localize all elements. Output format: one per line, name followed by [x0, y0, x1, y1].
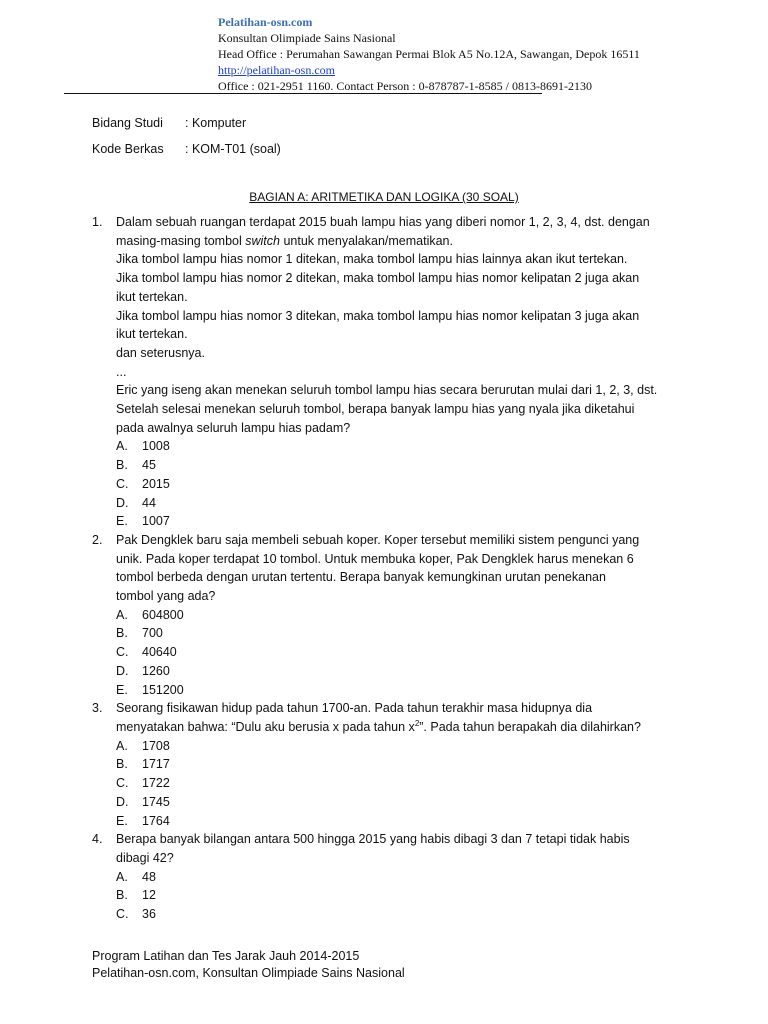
field-label: Bidang Studi [92, 116, 163, 130]
answer-options [116, 737, 692, 831]
question-text-line: Setelah selesai menekan seluruh tombol, berapa banyak lampu hias yang nyala jika diketahui [116, 402, 635, 417]
question-text-line: Berapa banyak bilangan antara 500 hingga 2015 yang habis dibagi 3 dan 7 tetapi tidak habis [116, 832, 630, 847]
question-text-line: Jika tombol lampu hias nomor 3 ditekan, maka tombol lampu hias nomor kelipatan 3 juga akan [116, 308, 640, 323]
question-2 [92, 531, 692, 699]
question-number: 2. [92, 532, 103, 547]
field-value: : Komputer [185, 116, 247, 130]
website-link[interactable]: http://pelatihan-osn.com [218, 63, 335, 77]
answer-option[interactable]: B. 12 [116, 888, 156, 903]
answer-option[interactable]: E. 1007 [116, 514, 170, 529]
answer-option[interactable]: A. 1708 [116, 738, 170, 753]
code-label: Kode Berkas [92, 142, 164, 156]
answer-option[interactable]: C. 2015 [116, 476, 170, 491]
emphasis-text: switch [245, 233, 280, 248]
question-text-line: Eric yang iseng akan menekan seluruh tombol lampu hias secara berurutan mulai dari 1, 2, 3, dst. [116, 383, 658, 398]
question-text-line: masing-masing tombol switch untuk menyalakan/mematikan. [116, 233, 453, 248]
answer-option[interactable]: E. 151200 [116, 682, 184, 697]
answer-options [116, 868, 692, 924]
answer-option[interactable]: A. 48 [116, 869, 156, 884]
question-number: 4. [92, 832, 103, 847]
answer-option[interactable]: D. 44 [116, 495, 156, 510]
question-3 [92, 699, 692, 830]
letterhead [218, 14, 738, 94]
question-text-line: Dalam sebuah ruangan terdapat 2015 buah lampu hias yang diberi nomor 1, 2, 3, 4, dst. dengan [116, 215, 650, 229]
question-text-line: Pak Dengklek baru saja membeli sebuah koper. Koper tersebut memiliki sistem pengunci yang [116, 532, 640, 547]
question-text-line: tombol berbeda dengan urutan tertentu. Berapa banyak kemungkinan urutan penekanan [116, 570, 606, 585]
answer-option[interactable]: B. 700 [116, 626, 163, 641]
question-text-line: ikut tertekan. [116, 327, 188, 342]
question-text-line: ... [116, 364, 127, 379]
answer-options [116, 437, 692, 531]
answer-options [116, 606, 692, 700]
question-text-line: Seorang fisikawan hidup pada tahun 1700-an. Pada tahun terakhir masa hidupnya dia [116, 701, 593, 716]
organization-name: Konsultan Olimpiade Sains Nasional [218, 31, 396, 45]
answer-option[interactable]: A. 1008 [116, 439, 170, 454]
contact-info: Office : 021-2951 1160. Contact Person : 0-878787-1-8585 / 0813-8691-2130 [218, 79, 592, 93]
question-text-line: pada awalnya seluruh lampu hias padam? [116, 420, 351, 435]
question-number: 3. [92, 701, 103, 716]
office-address: Head Office : Perumahan Sawangan Permai Blok A5 No.12A, Sawangan, Depok 16511 [218, 47, 640, 61]
answer-option[interactable]: B. 45 [116, 458, 156, 473]
question-number: 1. [92, 215, 103, 229]
answer-option[interactable]: E. 1764 [116, 813, 170, 828]
site-name: Pelatihan-osn.com [218, 15, 313, 29]
footer-line: Pelatihan-osn.com, Konsultan Olimpiade Sains Nasional [92, 966, 405, 980]
answer-option[interactable]: B. 1717 [116, 757, 170, 772]
code-value: : KOM-T01 (soal) [185, 142, 281, 156]
question-text-line: dibagi 42? [116, 850, 174, 865]
question-text-line: ikut tertekan. [116, 289, 188, 304]
answer-option[interactable]: D. 1260 [116, 663, 170, 678]
question-1 [92, 213, 692, 531]
exponent: 2 [414, 718, 420, 728]
question-list [92, 213, 692, 924]
answer-option[interactable]: D. 1745 [116, 794, 170, 809]
question-text-line: Jika tombol lampu hias nomor 1 ditekan, maka tombol lampu hias lainnya akan ikut tertekan. [116, 252, 628, 267]
document-meta [92, 110, 281, 162]
page-footer [92, 948, 405, 982]
question-text-line: unik. Pada koper terdapat 10 tombol. Untuk membuka koper, Pak Dengklek harus menekan 6 [116, 551, 634, 566]
answer-option[interactable]: C. 40640 [116, 645, 177, 660]
question-text-line: Jika tombol lampu hias nomor 2 ditekan, maka tombol lampu hias nomor kelipatan 2 juga akan [116, 271, 640, 286]
header-divider [64, 93, 542, 94]
question-text-line: tombol yang ada? [116, 589, 216, 604]
footer-line: Program Latihan dan Tes Jarak Jauh 2014-2015 [92, 949, 360, 963]
answer-option[interactable]: C. 1722 [116, 776, 170, 791]
answer-option[interactable]: A. 604800 [116, 607, 184, 622]
question-text-line: dan seterusnya. [116, 345, 205, 360]
question-text-line: menyatakan bahwa: “Dulu aku berusia x pada tahun $x^2$”. Pada tahun berapakah dia dilahirkan? [116, 718, 641, 734]
section-title: BAGIAN A: ARITMETIKA DAN LOGIKA (30 SOAL) [249, 190, 519, 204]
question-4 [92, 830, 692, 924]
answer-option[interactable]: C. 36 [116, 907, 156, 922]
